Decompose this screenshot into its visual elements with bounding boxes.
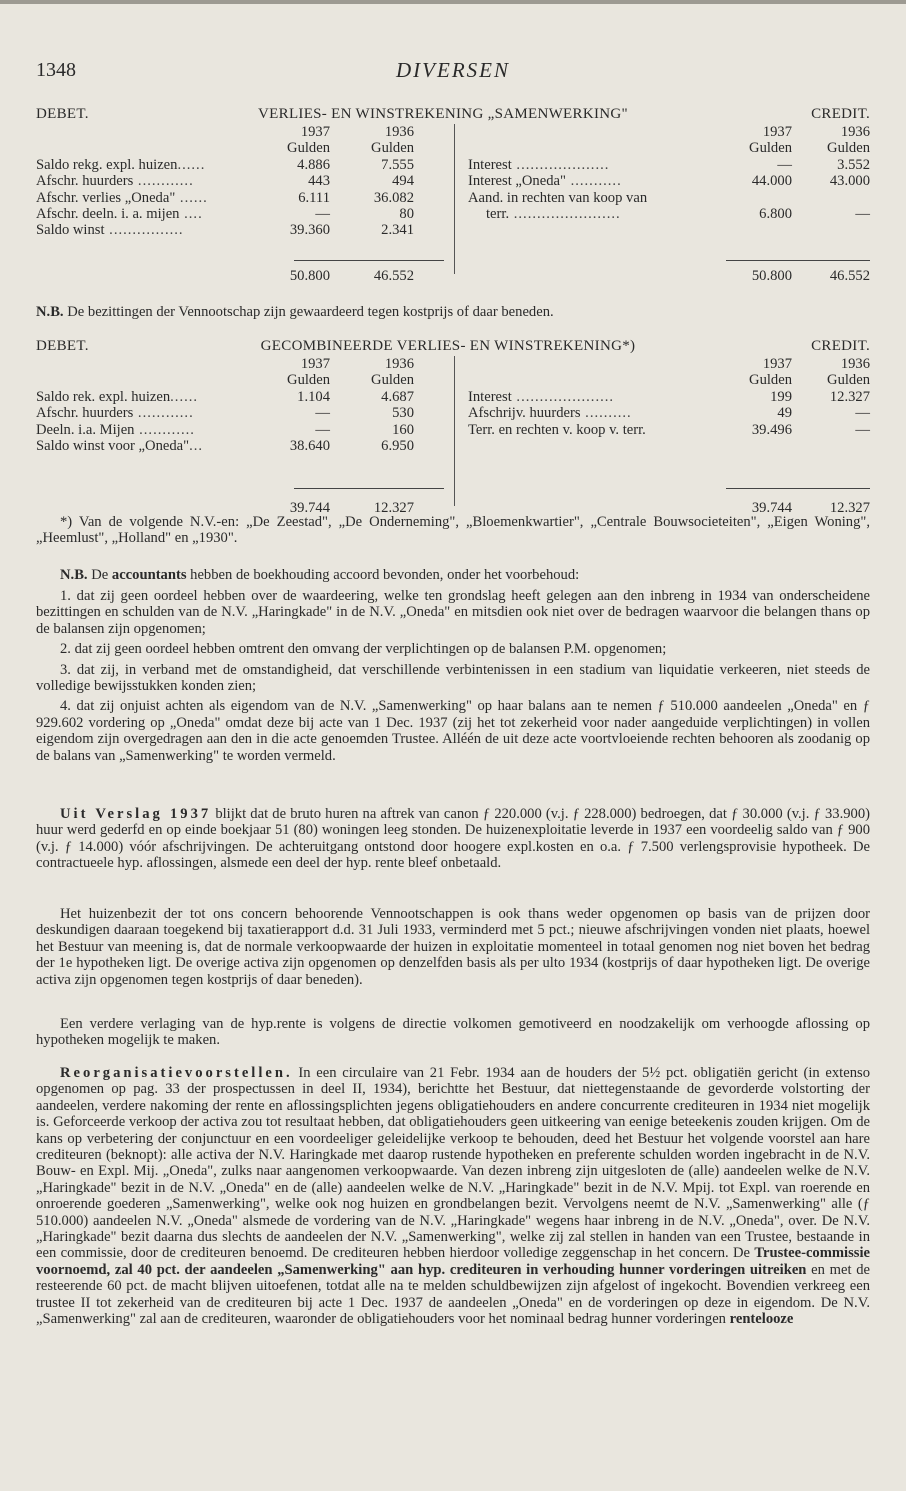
total-1936: 46.552 xyxy=(373,268,414,284)
value-1937: 6.111 xyxy=(298,189,330,206)
account-combined xyxy=(36,338,870,524)
nb-accountants-bold: accountants xyxy=(111,567,187,583)
total-rule xyxy=(294,488,444,489)
value-1936: 494 xyxy=(392,173,414,190)
value-1936: 80 xyxy=(399,205,414,222)
column-divider xyxy=(454,124,455,274)
table-row: Saldo rekg. expl. huizen...... 4.886 7.555 xyxy=(36,156,414,173)
value-1937: 1.104 xyxy=(297,388,330,405)
value-1936: — xyxy=(855,205,870,222)
unit-header-row xyxy=(468,372,870,388)
table-row: Afschr. huurders ............ — 530 xyxy=(36,405,414,422)
table-row: Afschrijv. huurders .......... 49 — xyxy=(468,405,870,422)
value-1937: — xyxy=(777,156,792,173)
value-1936: 7.555 xyxy=(381,156,414,173)
total-1936: 12.327 xyxy=(373,500,414,516)
value-1936: — xyxy=(855,421,870,438)
row-label: Interest xyxy=(468,388,512,405)
value-1936: — xyxy=(855,405,870,422)
credit-label: CREDIT. xyxy=(811,338,870,354)
credit-side xyxy=(468,356,870,516)
verslag-heading: Uit Verslag 1937 xyxy=(60,806,212,822)
huizen-paragraph xyxy=(36,906,870,988)
year-header-row xyxy=(36,356,454,372)
value-1936: 36.082 xyxy=(373,189,414,206)
year-1937: 1937 xyxy=(762,356,792,372)
row-label: Aand. in rechten van koop van xyxy=(468,189,648,206)
huizen-text: Het huizenbezit der tot ons concern behoorende Vennootschappen is ook thans weder opgenomen op basis van de prijzen door deskundigen daaraan toegekend bij taxatierapport d.d. 31 Juli 1933, verminderd met 5 pct.; nieuwe afschrijvingen vonden niet plaats, hoewel het Bestuur van meening is, dat de normale verkoopwaarde der huizen in exploitatie momenteel in totaal genomen nog niet boven het bedrag der 1e hypotheken ligt. De overige activa zijn opgenomen op denzelfden basis als per ulto 1934 (kostprijs of daar hypotheken ligt. De overige activa zijn opgenomen tegen kostprijs of daar beneden). xyxy=(36,906,870,988)
row-label: Terr. en rechten v. koop v. terr. xyxy=(468,421,646,438)
table-row: terr. ....................... 6.800 — xyxy=(486,205,870,222)
nb-post: hebben de boekhouding accoord bevonden, onder het voorbehoud: xyxy=(186,567,580,583)
account-grid xyxy=(36,124,870,292)
table-row xyxy=(468,190,870,206)
table-row xyxy=(468,422,870,438)
account-title-row xyxy=(36,106,870,124)
debet-side xyxy=(36,356,454,516)
row-label: Deeln. i.a. Mijen xyxy=(36,421,135,438)
reservation-list xyxy=(36,588,870,764)
total-1937: 39.744 xyxy=(751,500,792,516)
row-label: Saldo rekg. expl. huizen xyxy=(36,156,178,173)
debet-label: DEBET. xyxy=(36,338,89,354)
debet-label: DEBET. xyxy=(36,106,89,122)
account-title: GECOMBINEERDE VERLIES- EN WINSTREKENING*) xyxy=(260,338,636,354)
account-title: VERLIES- EN WINSTREKENING „SAMENWERKING" xyxy=(258,106,628,122)
year-1936: 1936 xyxy=(840,356,870,372)
row-label: terr. xyxy=(486,205,510,222)
row-label: Saldo rek. expl. huizen xyxy=(36,388,171,405)
page-top-edge xyxy=(0,0,906,4)
value-1936: 4.687 xyxy=(381,388,414,405)
page-header xyxy=(36,58,870,88)
footnote xyxy=(36,514,870,547)
value-1937: 44.000 xyxy=(751,173,792,190)
row-label: Saldo winst voor „Oneda" xyxy=(36,437,190,454)
table-row: Afschr. huurders ............ 443 494 xyxy=(36,173,414,190)
unit-label: Gulden xyxy=(371,372,414,389)
totals-row xyxy=(36,268,454,284)
unit-label: Gulden xyxy=(371,140,414,157)
reorganisation-paragraph xyxy=(36,1065,870,1328)
reorg-text-2: en met de resteerende 60 pct. de macht blijven uitoefenen, totdat alle na te melden schuldbewijzen zijn afgelost of ingekocht. Bovendien verkreeg een trustee II tot zekerheid van de crediteuren bij acte 1 Dec. 1937 de aandeelen „Oneda" en de vorderingen op deze in eigendom. De N.V. „Samenwerking" zal aan de crediteuren, waaronder de obligatiehouders voor het nominaal bedrag hunner vorderingen xyxy=(36,1261,870,1328)
value-1937: — xyxy=(315,405,330,422)
table-row: Saldo winst ................ 39.360 2.341 xyxy=(36,222,414,239)
row-label: Afschr. verlies „Oneda" xyxy=(36,189,176,206)
totals-row xyxy=(468,268,870,284)
row-label: Afschr. huurders xyxy=(36,173,134,190)
year-header-row xyxy=(468,124,870,140)
page-number: 1348 xyxy=(36,59,76,81)
value-1936: 6.950 xyxy=(381,437,414,454)
value-1937: 38.640 xyxy=(289,437,330,454)
reorg-bold-2: rentelooze xyxy=(729,1311,794,1328)
credit-label: CREDIT. xyxy=(811,106,870,122)
value-1937: 39.496 xyxy=(751,421,792,438)
unit-label: Gulden xyxy=(827,140,870,157)
year-header-row xyxy=(468,356,870,372)
year-1937: 1937 xyxy=(300,356,330,372)
row-label: Afschr. huurders xyxy=(36,405,134,422)
row-label: Saldo winst xyxy=(36,222,105,239)
unit-label: Gulden xyxy=(287,140,330,157)
year-1936: 1936 xyxy=(840,124,870,140)
value-1936: 2.341 xyxy=(381,222,414,239)
running-title: DIVERSEN xyxy=(396,58,510,82)
list-item: 4. dat zij onjuist achten als eigendom van de N.V. „Samenwerking" op haar balans aan te nemen ƒ 510.000 aandeelen „Oneda" en ƒ 929.602 vordering op „Oneda" omdat deze bij acte van 1 Dec. 1937 (zij het tot zekerheid voor nader aangeduide verplichtingen) in vollen eigendom zijn overgedragen aan den in die acte genoemden Trustee. Alléén de uit deze acte voortvloeiende rechten behooren als zoodanig op de balans van „Samenwerking" te worden vermeld. xyxy=(36,698,870,764)
year-header-row xyxy=(36,124,454,140)
rente-paragraph xyxy=(36,1016,870,1049)
account-samenwerking xyxy=(36,106,870,292)
value-1937: 443 xyxy=(308,173,330,190)
unit-label: Gulden xyxy=(287,372,330,389)
year-1937: 1937 xyxy=(300,124,330,140)
account-grid xyxy=(36,356,870,524)
value-1937: 39.360 xyxy=(289,222,330,239)
table-row: Saldo winst voor „Oneda"... 38.640 6.950 xyxy=(36,437,414,454)
unit-header-row xyxy=(468,140,870,156)
year-1936: 1936 xyxy=(384,124,414,140)
verslag-text: blijkt dat de bruto huren na aftrek van canon ƒ 220.000 (v.j. ƒ 228.000) bedroegen, dat ƒ 30.000 (v.j. ƒ 33.900) huur werd gederfd en op einde boekjaar 51 (80) woningen leeg stonden. De huizenexploitatie leverde in 1937 een voordeelig saldo van ƒ 900 (v.j. ƒ 14.000) vóór afschrijvingen. De achteruitgang ontstond door hoogere expl.kosten en o.a. ƒ 7.500 verlengsprovisie hypotheek. De contractueele hyp. aflossingen, alsmede een deel der hyp. rente bleef onbetaald. xyxy=(36,806,870,872)
total-1936: 12.327 xyxy=(829,500,870,516)
table-row: Saldo rek. expl. huizen...... 1.104 4.687 xyxy=(36,388,414,405)
total-1936: 46.552 xyxy=(829,268,870,284)
table-row: Afschr. verlies „Oneda" ...... 6.111 36.082 xyxy=(36,189,414,206)
unit-header-row xyxy=(36,140,454,156)
unit-header-row xyxy=(36,372,454,388)
value-1936: 43.000 xyxy=(829,173,870,190)
list-item: 2. dat zij geen oordeel hebben omtrent den omvang der verplichtingen op de balansen P.M. opgenomen; xyxy=(60,641,667,658)
footnote-text: *) Van de volgende N.V.-en: „De Zeestad", „De Onderneming", „Bloemenkwartier", „Centrale Bouwsocieteiten", „Eigen Woning", „Heemlust", „Holland" en „1930". xyxy=(36,514,870,547)
value-1937: 6.800 xyxy=(759,205,792,222)
list-item: 3. dat zij, in verband met de omstandigheid, dat verschillende verbintenissen in een stadium van liquidatie verkeeren, niet steeds de volledige bewijsstukken konden zien; xyxy=(36,661,870,695)
row-label: Afschrijv. huurders xyxy=(468,405,581,422)
nb-prefix: N.B. xyxy=(36,304,64,320)
nb-valuation-note xyxy=(36,304,870,320)
reorg-text-1: In een circulaire van 21 Febr. 1934 aan de houders der 5½ pct. obligatiën gericht (in extenso opgenomen op pag. 33 der prospectussen in deel II, 1934), berichtte het Bestuur, dat niettegenstaande de gevorderde volstorting der aandeelen, verdere nakoming der rente en aflossingsplichten jegens obligatiehouders en andere concurrente crediteuren in 1934 niet mogelijk is. Geforceerde verkoop der activa zou tot resultaat hebben, dat obligatiehouders geen uitkeering van eenige beteekenis zouden krijgen. Om de kans op verbetering der conjunctuur en een voordeeliger geleidelijke verkoop te behouden, deed het Bestuur het volgende voorstel aan hare crediteuren (beknopt): alle activa der N.V. Haringkade met daarop rustende hypotheken en preferente schulden worden ingebracht in de N.V. Bouw- en Expl. Mij. „Oneda", zulks naar aangenomen verkoopwaarde. Van dezen inbreng zijn uitgesloten de (alle) aandeelen welke de N.V. „Haringkade" bezit in de N.V. „Oneda" en de (alle) aandeelen welke de N.V. „Haringkade" bezit in de N.V. Mpij. tot Expl. van roerende en onroerende goederen „Samenwerking", welke ook nog huizen en grondbelangen bezit. Vervolgens neemt de N.V. „Samenwerking" alle (ƒ 510.000) aandeelen N.V. „Oneda" alsmede de vordering van de N.V. „Haringkade" wegens haar inbreng in de N.V. „Oneda", over. De N.V. „Haringkade" bezit daarna dus slechts de aandeelen der N.V. „Samenwerking", welke zij zal stellen in handen van een Trustee, bestaande in een commissie, door de crediteuren benoemd. De crediteuren hebben hierdoor volledige zeggenschap in het concern. De xyxy=(36,1065,870,1262)
row-label: Interest xyxy=(468,156,512,173)
verslag-paragraph xyxy=(36,806,870,872)
total-rule xyxy=(726,488,870,489)
credit-side xyxy=(468,124,870,284)
unit-label: Gulden xyxy=(749,140,792,157)
table-row: Interest .................... — 3.552 xyxy=(468,156,870,173)
total-1937: 50.800 xyxy=(289,268,330,284)
unit-label: Gulden xyxy=(827,372,870,389)
value-1936: 160 xyxy=(392,421,414,438)
nb-accountants-note xyxy=(36,567,870,583)
total-rule xyxy=(726,260,870,261)
row-label: Interest „Oneda" xyxy=(468,173,566,190)
total-rule xyxy=(294,260,444,261)
reorg-bold-1: Trustee-commissie voornoemd, zal 40 pct. der aandeelen „Samenwerking" aan hyp. crediteuren in verhouding hunner vorderingen uitreiken xyxy=(36,1245,870,1278)
list-item: 1. dat zij geen oordeel hebben over de waardeering, welke ten grondslag heeft gelegen aan den inbreng in 1934 van onderscheidene bezittingen en schulden van de N.V. „Haringkade" in de N.V. „Oneda" en mitsdien ook niet over de bedragen waarvoor die belangen thans op de balansen zijn opgenomen; xyxy=(36,588,870,637)
value-1936: 530 xyxy=(392,405,414,422)
value-1936: 12.327 xyxy=(829,388,870,405)
value-1937: — xyxy=(315,421,330,438)
table-row: Afschr. deeln. i. a. mijen .... — 80 xyxy=(36,205,414,222)
value-1937: 49 xyxy=(777,405,792,422)
table-row: Interest „Oneda" ........... 44.000 43.000 xyxy=(468,173,870,190)
value-1937: 4.886 xyxy=(297,156,330,173)
value-1937: 199 xyxy=(770,388,792,405)
nb-text: De bezittingen der Vennootschap zijn gewaardeerd tegen kostprijs of daar beneden. xyxy=(63,304,554,320)
row-label: Afschr. deeln. i. a. mijen xyxy=(36,205,180,222)
year-1936: 1936 xyxy=(384,356,414,372)
table-row: Interest ..................... 199 12.327 xyxy=(468,388,870,405)
year-1937: 1937 xyxy=(762,124,792,140)
table-row: Deeln. i.a. Mijen ............ — 160 xyxy=(36,421,414,438)
rente-text: Een verdere verlaging van de hyp.rente is volgens de directie volkomen gemotiveerd en noodzakelijk om verhoogde aflossing op hypotheken mogelijk te maken. xyxy=(36,1016,870,1049)
account-title-row xyxy=(36,338,870,356)
value-1936: 3.552 xyxy=(837,156,870,173)
unit-label: Gulden xyxy=(749,372,792,389)
total-1937: 39.744 xyxy=(289,500,330,516)
nb-pre: De xyxy=(87,567,112,583)
nb-prefix: N.B. xyxy=(60,567,88,583)
column-divider xyxy=(454,356,455,506)
value-1937: — xyxy=(315,205,330,222)
total-1937: 50.800 xyxy=(751,268,792,284)
reorg-heading: Reorganisatievoorstellen. xyxy=(60,1065,293,1081)
debet-side xyxy=(36,124,454,284)
